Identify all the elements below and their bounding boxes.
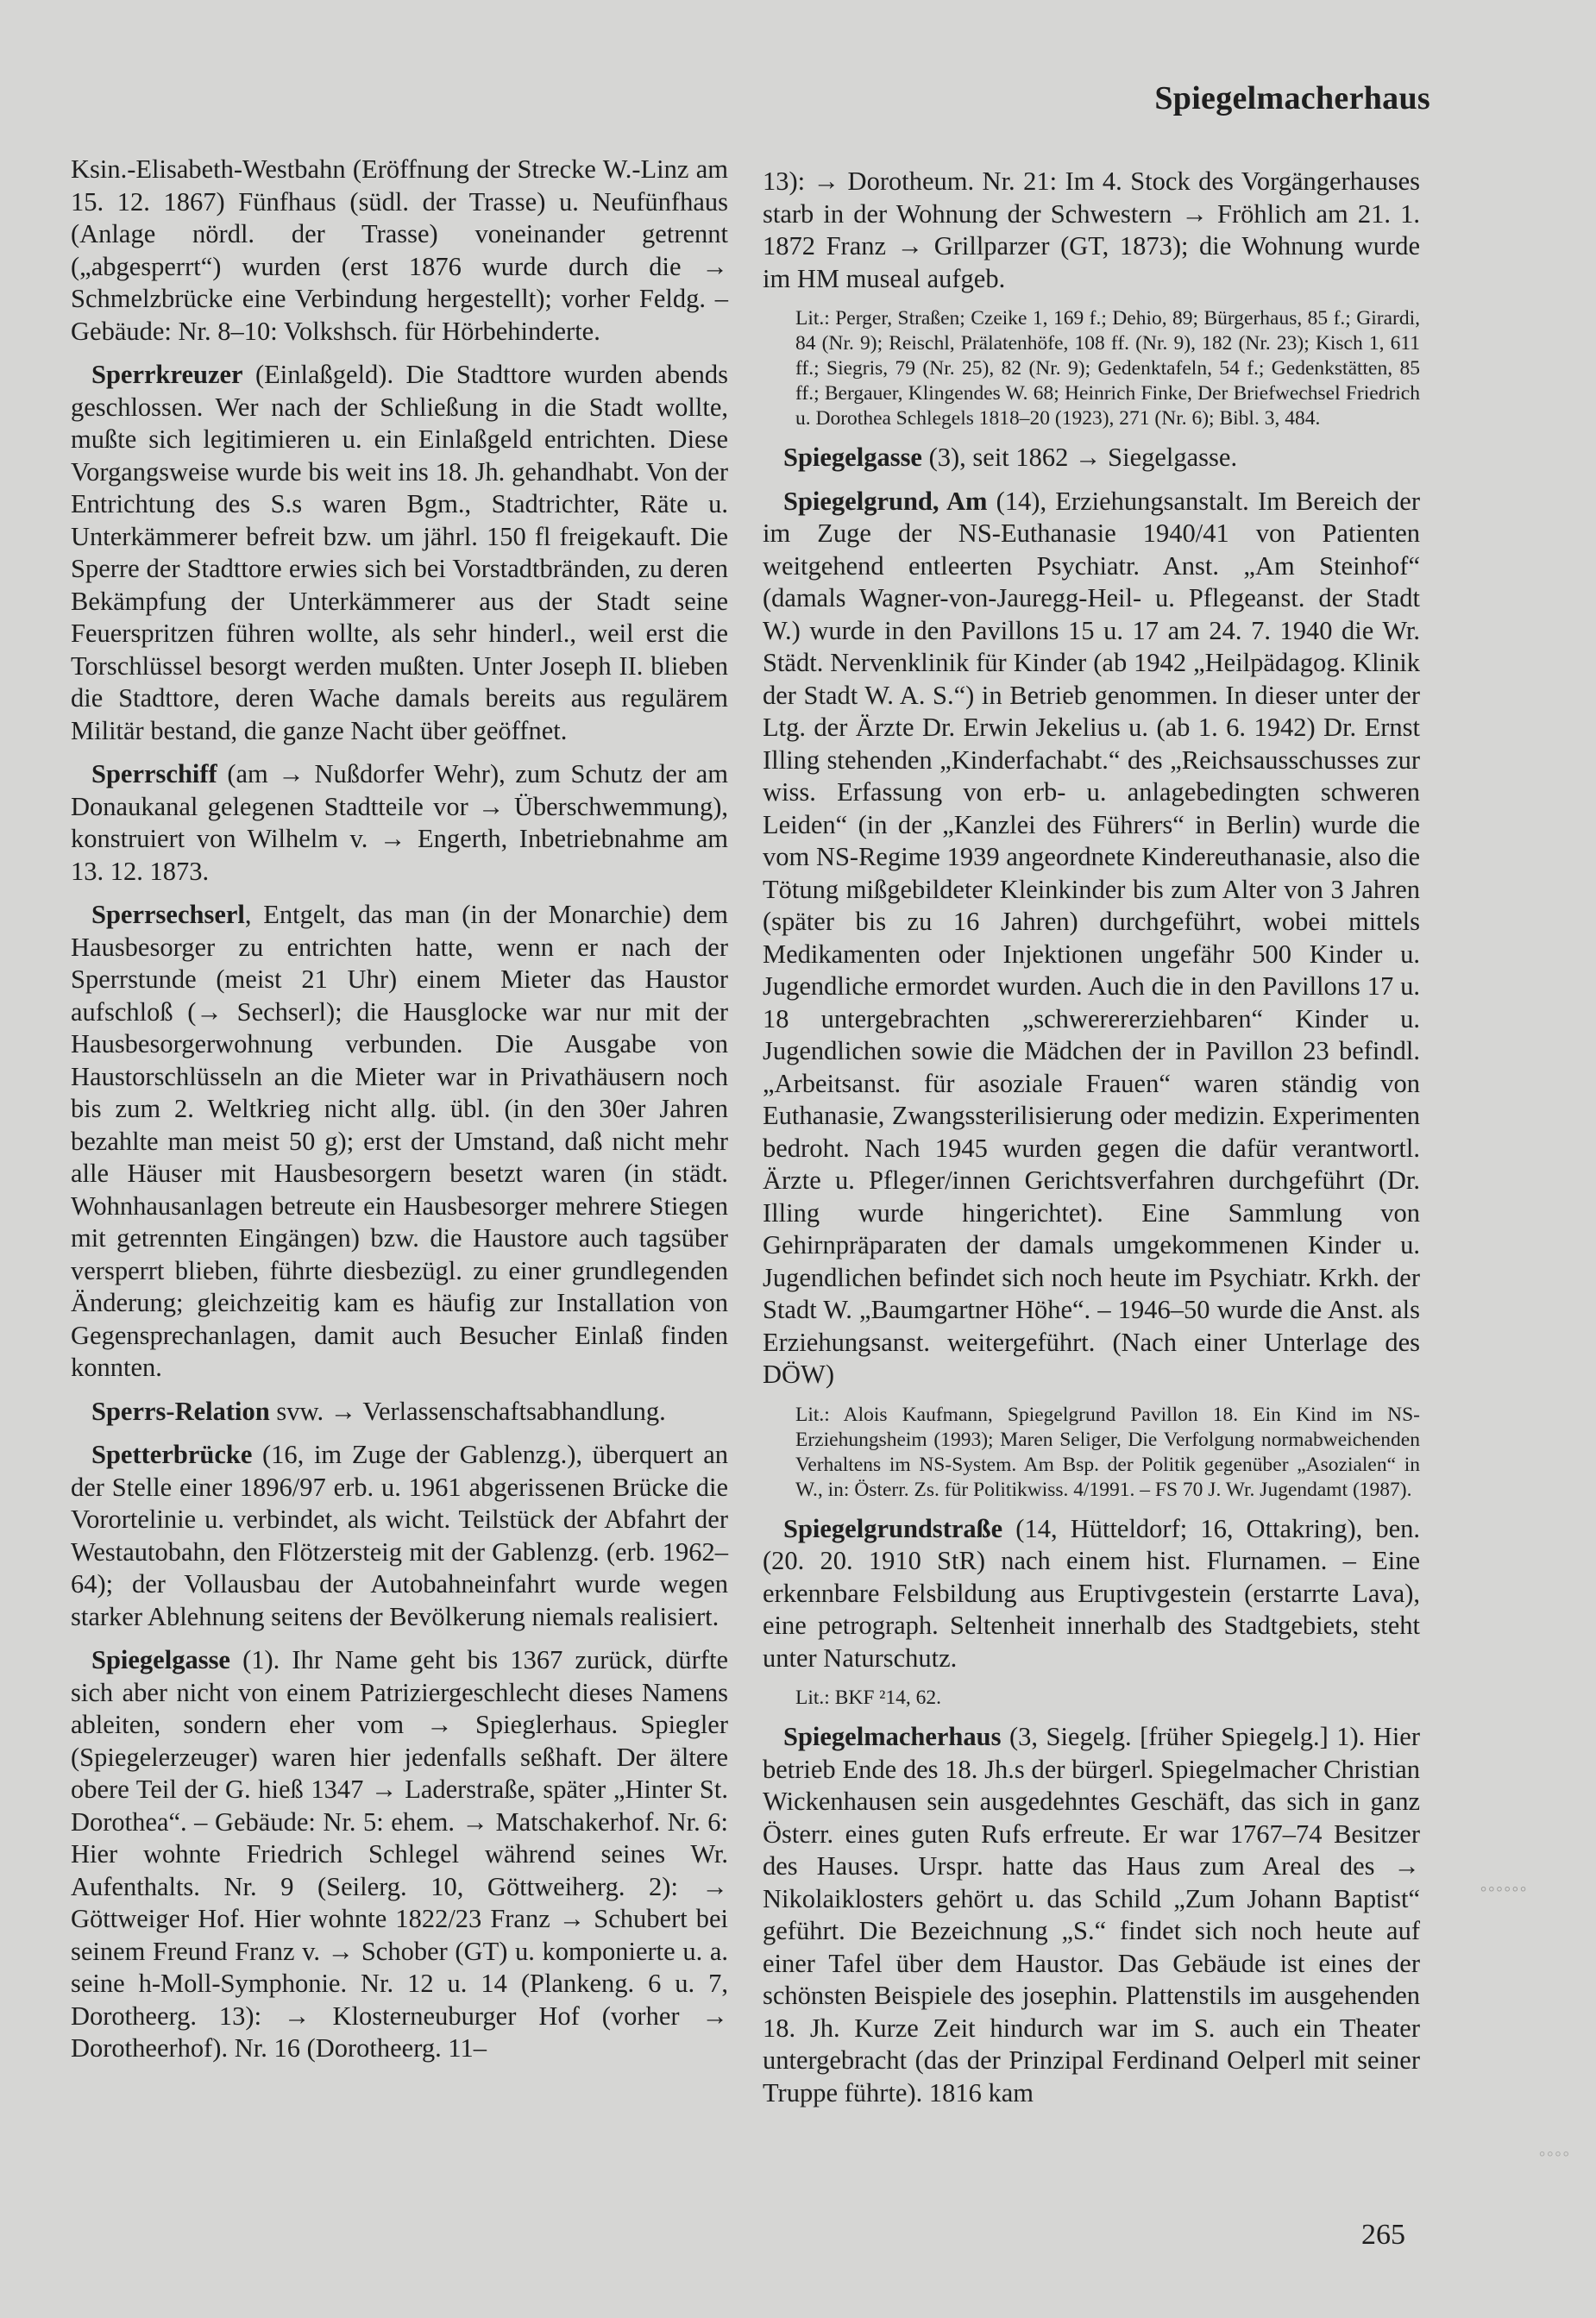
entry-sperrsechserl: [71, 899, 728, 1385]
headword: Spiegelmacherhaus: [783, 1722, 1002, 1751]
continued-entry: [763, 166, 1420, 295]
entry-sperrs-relation: [71, 1396, 728, 1429]
headword: Sperrkreuzer: [91, 360, 243, 389]
headword: Sperrs-Relation: [91, 1396, 270, 1426]
headword: Spetterbrücke: [91, 1440, 253, 1469]
entry-text: (am → Nußdorfer Wehr), zum Schutz der am Donaukanal gelegenen Stadtteile vor → Überschwemmung), konstruiert von Wilhelm v. → Engerth, Inbetriebnahme am 13. 12. 1873.: [71, 759, 728, 886]
page-number: 265: [1361, 2219, 1405, 2251]
entry-spiegelgasse-1: [71, 1644, 728, 2065]
entry-text: (14, Hütteldorf; 16, Ottakring), ben. (20. 20. 1910 StR) nach einem hist. Flurnamen. – Eine erkennbare Felsbildung aus Eruptivgestein (erstarrte Lava), eine petrograph. Seltenheit innerhalb des Stadtgebiets, steht unter Naturschutz.: [763, 1513, 1420, 1673]
entry-spiegelgasse-3: [763, 442, 1420, 474]
margin-mark: °°°°°°: [1480, 1883, 1529, 1900]
entry-spetterbruecke: [71, 1439, 728, 1633]
literature-note: Lit.: BKF ²14, 62.: [795, 1687, 941, 1709]
entry-text: svw. → Verlassenschaftsabhandlung.: [269, 1396, 666, 1426]
entry-text: (Einlaßgeld). Die Stadttore wurden abends geschlossen. Wer nach der Schließung in die Stadt wollte, mußte sich legitimieren u. ein Einlaßgeld entrichten. Diese Vorgangsweise wurde bis weit ins 18. Jh. gehandhabt. Von der Entrichtung des S.s waren Bgm., Stadtrichter, Räte u. Unterkämmerer befreit bzw. um jährl. 150 fl freigekauft. Die Sperre der Stadttore erwies sich bei Vorstadtbränden, zu deren Bekämpfung der Unterkämmerer aus der Stadt seine Feuerspritzen führen wollte, als sehr hinderl., weil erst die Torschlüssel besorgt werden mußten. Unter Joseph II. blieben die Stadttore, deren Wache damals bereits aus regulärem Militär bestand, die ganze Nacht über geöffnet.: [71, 360, 728, 745]
entry-sperrkreuzer: [71, 359, 728, 747]
entry-sperrschiff: [71, 758, 728, 888]
right-column: [763, 166, 1420, 2120]
entry-text: (16, im Zuge der Gablenzg.), überquert an der Stelle einer 1896/97 erb. u. 1961 abgerissenen Brücke die Vorortelinie u. verbindet, als wicht. Teilstück der Abfahrt der Westautobahn, den Flötzersteig mit der Gablenzg. (erb. 1962–64); der Vollausbau der Autobahneinfahrt wurde wegen starker Ablehnung seitens der Bevölkerung niemals realisiert.: [71, 1440, 728, 1631]
headword: Sperrschiff: [91, 759, 217, 788]
headword: Spiegelgrund, Am: [783, 486, 988, 516]
entry-spiegelgrund: [763, 486, 1420, 1391]
headword: Spiegelgrundstraße: [783, 1513, 1003, 1543]
literature-note: Lit.: Perger, Straßen; Czeike 1, 169 f.; Dehio, 89; Bürgerhaus, 85 f.; Girardi, 84 (Nr. 9); Reischl, Prälatenhöfe, 108 ff. (Nr. 9), 182 (Nr. 23); Kisch 1, 611 ff.; Siegris, 79 (Nr. 25), 82 (Nr. 9); Gedenktafeln, 54 f.; Gedenkstätten, 85 ff.; Bergauer, Klingendes W. 68; Heinrich Finke, Der Briefwechsel Friedrich u. Dorothea Schlegels 1818–20 (1923), 271 (Nr. 6); Bibl. 3, 484.: [795, 307, 1420, 430]
headword: Spiegelgasse: [91, 1645, 230, 1674]
entry-text: , Entgelt, das man (in der Monarchie) dem Hausbesorger zu entrichten hatte, wenn er nach der Sperrstunde (meist 21 Uhr) einem Mieter das Haustor aufschloß (→ Sechserl); die Hausglocke war nur mit der Hausbesorgerwohnung verbunden. Die Ausgabe von Haustorschlüsseln an die Mieter war in Privathäusern noch bis zum 2. Weltkrieg nicht allg. übl. (in den 30er Jahren bezahlte man meist 50 g); erst der Umstand, daß nicht mehr alle Häuser mit Hausbesorgern besetzt waren (in städt. Wohnhausanlagen betreute ein Hausbesorger mehrere Stiegen mit getrennten Eingängen) bzw. die Haustore auch tagsüber versperrt blieben, führte diesbezügl. zu einer grundlegenden Änderung; gleichzeitig kam es häufig zur Installation von Gegensprechanlagen, damit auch Besucher Einlaß finden konnten.: [71, 900, 728, 1382]
entry-text: (14), Erziehungsanstalt. Im Bereich der im Zuge der NS-Euthanasie 1940/41 von Patienten weitgehend entleerten Psychiatr. Anst. „Am Steinhof“ (damals Wagner-von-Jauregg-Heil- u. Pflegeanst. der Stadt W.) wurde in den Pavillons 15 u. 17 am 24. 7. 1940 die Wr. Städt. Nervenklinik für Kinder (ab 1942 „Heilpädagog. Klinik der Stadt W. A. S.“) in Betrieb genommen. In dieser unter der Ltg. der Ärzte Dr. Erwin Jekelius u. (ab 1. 6. 1942) Dr. Ernst Illing stehenden „Kinderfachabt.“ des „Reichsausschusses zur wiss. Erfassung von erb- u. anlagebedingten schweren Leiden“ (in der „Kanzlei des Führers“ in Berlin) wurde die vom NS-Regime 1939 angeordnete Kindereuthanasie, also die Tötung mißgebildeter Kleinkinder bis zum Alter von 3 Jahren (später bis zu 16 Jahren) durchgeführt, wobei mittels Medikamenten oder Injektionen ungefähr 500 Kinder u. Jugendliche ermordet wurden. Auch die in den Pavillons 17 u. 18 untergebrachten „schwerererziehbaren“ Kinder u. Jugendlichen sowie die Mädchen der in Pavillon 23 befindl. „Arbeitsanst. für asoziale Frauen“ waren ständig von Euthanasie, Zwangssterilisierung oder medizin. Experimenten bedroht. Nach 1945 wurden gegen die dafür verantwortl. Ärzte u. Pfleger/innen Gerichtsverfahren durchgeführt (Dr. Illing wurde hingerichtet). Eine Sammlung von Gehirnpräparaten der damals umgekommenen Kinder u. Jugendlichen befindet sich noch heute im Psychiatr. Krkh. der Stadt W. „Baumgartner Höhe“. – 1946–50 wurde die Anst. als Erziehungsanst. weitergeführt. (Nach einer Unterlage des DÖW): [763, 486, 1421, 1389]
headword: Spiegelgasse: [783, 443, 922, 472]
continued-entry: [71, 154, 728, 348]
entry-spiegelgrundstrasse: [763, 1513, 1420, 1675]
literature-note: Lit.: Alois Kaufmann, Spiegelgrund Pavillon 18. Ein Kind im NS-Erziehungsheim (1993); Maren Seliger, Die Verfolgung normabweichenden Verhaltens im NS-System. Am Bsp. der Politik gegenüber „Asozialen“ in W., in: Österr. Zs. für Politikwiss. 4/1991. – FS 70 J. Wr. Jugendamt (1987).: [795, 1403, 1420, 1501]
entry-text: (1). Ihr Name geht bis 1367 zurück, dürfte sich aber nicht von einem Patriziergeschlecht dieses Namens ableiten, sondern eher vom → Spieglerhaus. Spiegler (Spiegelerzeuger) waren hier jedenfalls seßhaft. Der ältere obere Teil der G. hieß 1347 → Laderstraße, später „Hinter St. Dorothea“. – Gebäude: Nr. 5: ehem. → Matschakerhof. Nr. 6: Hier wohnte Friedrich Schlegel während seines Wr. Aufenthalts. Nr. 9 (Seilerg. 10, Göttweiherg. 2): → Göttweiger Hof. Hier wohnte 1822/23 Franz → Schubert bei seinem Freund Franz v. → Schober (GT) u. komponierte u. a. seine h-Moll-Symphonie. Nr. 12 u. 14 (Plankeng. 6 u. 7, Dorotheerg. 13): → Klosterneuburger Hof (vorher → Dorotheerhof). Nr. 16 (Dorotheerg. 11–: [71, 1645, 728, 2063]
entry-text: (3), seit 1862 → Siegelgasse.: [921, 443, 1238, 472]
margin-mark: °°°°: [1539, 2148, 1571, 2165]
entry-text: (3, Siegelg. [früher Spiegelg.] 1). Hier betrieb Ende des 18. Jh.s der bürgerl. Spiegelmacher Christian Wickenhausen sein ausgedehntes Geschäft, das sich in ganz Österr. eines guten Rufs erfreute. Er war 1767–74 Besitzer des Hauses. Urspr. hatte das Haus zum Areal des → Nikolaiklosters gehört u. das Schild „Zum Johann Baptist“ geführt. Die Bezeichnung „S.“ findet sich noch heute auf einer Tafel über dem Haustor. Das Gebäude ist eines der schönsten Beispiele des josephin. Plattenstils im ausgehenden 18. Jh. Kurze Zeit hindurch war im S. auch ein Theater untergebracht (das der Prinzipal Ferdinand Oelperl mit seiner Truppe führte). 1816 kam: [763, 1722, 1420, 2108]
running-header: Spiegelmacherhaus: [1154, 80, 1430, 116]
left-column: [71, 154, 728, 2076]
entry-text: 13): → Dorotheum. Nr. 21: Im 4. Stock des Vorgängerhauses starb in der Wohnung der Schwestern → Fröhlich am 21. 1. 1872 Franz → Grillparzer (GT, 1873); die Wohnung wurde im HM museal aufgeb.: [763, 166, 1420, 293]
entry-spiegelmacherhaus: [763, 1721, 1420, 2109]
headword: Sperrsechserl: [91, 900, 245, 929]
entry-text: Ksin.-Elisabeth-Westbahn (Eröffnung der Strecke W.-Linz am 15. 12. 1867) Fünfhaus (südl. der Trasse) u. Neufünfhaus (Anlage nördl. der Trasse) voneinander getrennt („abgesperrt“) wurden (erst 1876 wurde durch die → Schmelzbrücke eine Verbindung hergestellt); vorher Feldg. – Gebäude: Nr. 8–10: Volkshsch. für Hörbehinderte.: [71, 154, 728, 346]
